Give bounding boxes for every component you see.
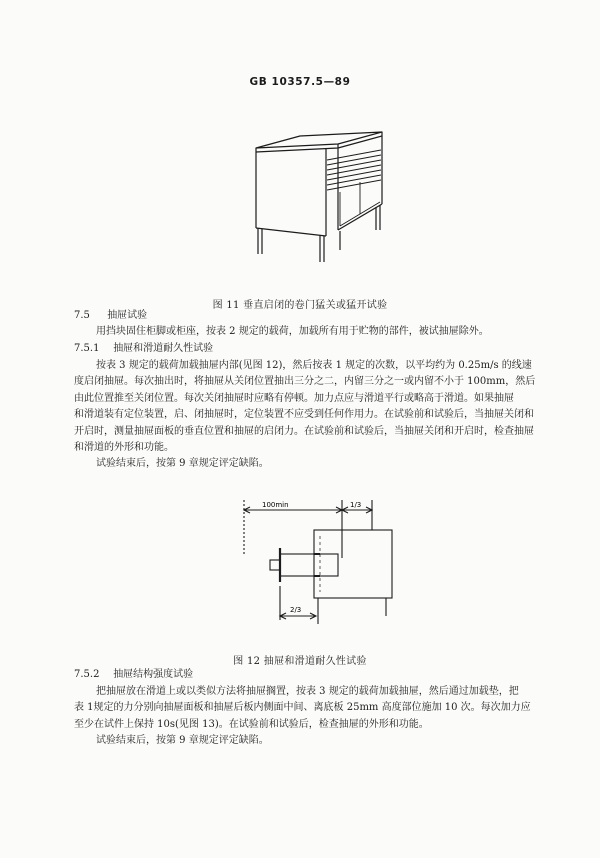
paragraph-line: 和滑道的外形和功能。 xyxy=(74,442,174,454)
section-7-5-number: 7.5 xyxy=(74,310,90,321)
section-7-5-2-number: 7.5.2 xyxy=(74,669,100,680)
section-7-5-2-body xyxy=(74,684,550,750)
section-7-5-title: 抽屉试验 xyxy=(107,310,148,321)
section-7-5-2-conclusion: 试验结束后，按第 9 章规定评定缺陷。 xyxy=(96,735,269,747)
paragraph-line: 开启时，测量抽屉面板的垂直位置和抽屉的启闭力。在试验前和试验后，当抽屉关闭和开启时，检查抽屉 xyxy=(74,425,534,437)
figure-11-caption: 图 11 垂直启闭的卷门猛关或猛开试验 xyxy=(212,300,388,311)
section-7-5-1-number: 7.5.1 xyxy=(74,343,100,354)
figure-12-drawer-diagram xyxy=(236,496,402,636)
section-7-5-1-body xyxy=(74,358,550,473)
section-7-5-2-heading xyxy=(74,668,193,682)
section-7-5-2-title: 抽屉结构强度试验 xyxy=(113,669,194,680)
paragraph-line: 由此位置推至关闭位置。每次关闭抽屉时应略有停顿。加力点应与滑道平行或略高于滑道。如果抽屉 xyxy=(74,392,514,404)
paragraph-line: 至少在试件上保持 10s(见图 13)。在试验前和试验后，检查抽屉的外形和功能。 xyxy=(74,718,429,730)
figure-12-caption: 图 12 抽屉和滑道耐久性试验 xyxy=(233,656,367,667)
figure-11-cabinet-drawing xyxy=(236,112,386,290)
paragraph-line: 按表 3 规定的载荷加载抽屉内部(见图 12)，然后按表 1 规定的次数，以平均约为 0.25m/s 的线速 xyxy=(96,360,532,371)
paragraph-line: 和滑道装有定位装置，启、闭抽屉时，定位装置不应受到任何作用力。在试验前和试验后，当抽屉关闭和 xyxy=(74,409,534,421)
dimension-100min: 100min xyxy=(262,501,289,509)
paragraph-line: 表 1规定的力分别向抽屉面板和抽屉后板内侧面中间、离底板 25mm 高度部位施加 10 次。每次加力应 xyxy=(74,702,531,714)
page-header-standard-id: GB 10357.5—89 xyxy=(249,76,351,88)
section-7-5-1-title: 抽屉和滑道耐久性试验 xyxy=(113,343,214,354)
paragraph-line: 把抽屉放在滑道上或以类似方法将抽屉搁置，按表 3 规定的载荷加载抽屉，然后通过加载垫，把 xyxy=(96,686,519,697)
dimension-two-thirds: 2/3 xyxy=(290,606,302,614)
section-7-5-1-heading xyxy=(74,342,213,356)
section-7-5-1-conclusion: 试验结束后，按第 9 章规定评定缺陷。 xyxy=(96,458,269,470)
section-7-5-heading xyxy=(74,309,147,323)
dimension-one-third: 1/3 xyxy=(350,501,362,509)
section-7-5-body: 用挡块固住柜脚或柜座，按表 2 规定的载荷，加载所有用于贮物的部件，被试抽屉除外。 xyxy=(96,326,489,337)
paragraph-line: 度启闭抽屉。每次抽出时，将抽屉从关闭位置抽出三分之二，内留三分之一或内留不小于 100mm，然后 xyxy=(74,376,536,388)
